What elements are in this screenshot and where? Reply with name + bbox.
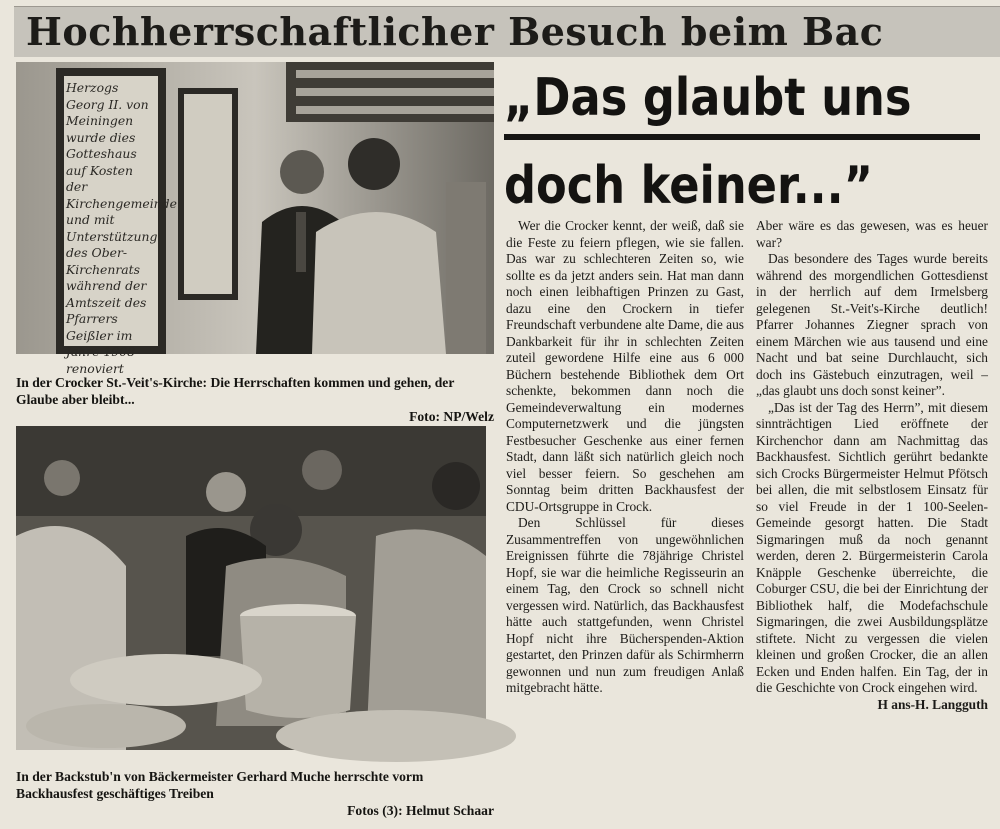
paragraph: Wer die Crocker kennt, der weiß, daß sie die Feste zu feiern pflegen, wie sie fallen. Das war zu schlechteren Zeiten so, wie sollte es da jetzt anders sein. Hat man dann noch einen leibhaftigen Prinzen zu Gast, dazu eine den Crockern in tiefer Freundschaft verbundene alte Dame, die aus Dankbarkeit für ihr in schlechten Zeiten zuteil gewordene Hilfe eine aus 6 000 Büchern bestehende Bibliothek dem Ort schenkte, bekommen dann noch die Gemeindeverwaltung ein modernes Computernetzwerk und die jüngsten Festbesucher Geschenke aus einer fernen Stadt, dann läßt sich natürlich gleich noch viel besser feiern. So geschehen am Sonntag beim dritten Backhausfest der CDU-Ortsgruppe in Crock. [506, 218, 744, 514]
plaque-text: Herzogs Georg II. von Meiningen wurde dies Gotteshaus auf Kosten der Kirchengemeinde und mit Unterstützung des Ober-Kirchenrats während der Amtszeit des Pfarrers Geißler im Jahre 1908 renoviert [66, 80, 177, 376]
kicker-headline: Hochherrschaftlicher Besuch beim Bac [26, 9, 884, 54]
paragraph: Das besondere des Tages wurde bereits während des morgendlichen Gottesdienst in der herrlich auf dem Irmelsberg gelegenen St.-Veit's-Kirche deutlich! Pfarrer Johannes Ziegner sprach von einem Märchen wie aus tausend und eine Nacht und bat seine Durchlaucht, sich doch ins Gästebuch einzutragen, weil – „das glaubt uns doch sonst keiner”. [756, 251, 988, 398]
photo-credit: Fotos (3): Helmut Schaar [347, 803, 494, 818]
photo-credit: Foto: NP/Welz [409, 409, 494, 424]
caption-text: In der Backstub'n von Bäckermeister Gerhard Muche herrschte vorm Backhausfest geschäftiges Treiben [16, 769, 424, 801]
article-column-2 [756, 218, 988, 713]
caption-text: In der Crocker St.-Veit's-Kirche: Die Herrschaften kommen und gehen, der Glaube aber bleibt... [16, 375, 455, 407]
author-byline: H ans-H. Langguth [877, 696, 988, 712]
headline-line-2: doch keiner...” [504, 156, 874, 216]
bakery-photo [16, 426, 486, 750]
paragraph: Aber wäre es das gewesen, was es heuer war? [756, 218, 988, 250]
photo-caption-bakery [16, 768, 494, 819]
paragraph: „Das ist der Tag des Herrn”, mit diesem sinnträchtigen Lied eröffnete der Kirchenchor dann am Nachmittag das Backhausfest. Sichtlich gerührt bedankte sich Crocks Bürgermeister Helmut Pfötsch bei allen, die mit selbstlosem Einsatz für so viel Freude in der 1 100-Seelen-Gemeinde gesorgt hatten. Die Stadt Sigmaringen muß da noch genannt werden, deren 2. Bürgermeisterin Carola Knäpple Geschenke überreichte, die Coburger CSU, die bei der Einrichtung der Bibliothek half, die Modefachschule Sigmaringen, die zwei Ausbildungsplätze stiftete. Nicht zu vergessen die vielen kleinen und großen Crocker, die an allen Ecken und Enden halfen. Ein Tag, der in die Geschichte von Crock eingehen wird. [756, 399, 988, 695]
paragraph: Den Schlüssel für dieses Zusammentreffen von ungewöhnlichen Ereignissen führte die 78jährige Christel Hopf, sie war die heimliche Regisseurin an einem Tag, den Crock so schnell nicht vergessen wird. Natürlich, das Backhausfest hätte auch stattgefunden, wenn Christel Hopf nicht ihre Bücherspenden-Aktion gestartet, den Prinzen dafür als Schirmherrn gewonnen und nun zum freudigen Anlaß mitgebracht hätte. [506, 515, 744, 695]
kicker-band [14, 6, 1000, 57]
headline-rule [504, 134, 980, 140]
headline-line-1: „Das glaubt uns [504, 68, 912, 128]
photo-caption-church [16, 374, 494, 425]
church-photo [16, 62, 494, 376]
article-column-1 [506, 218, 744, 697]
